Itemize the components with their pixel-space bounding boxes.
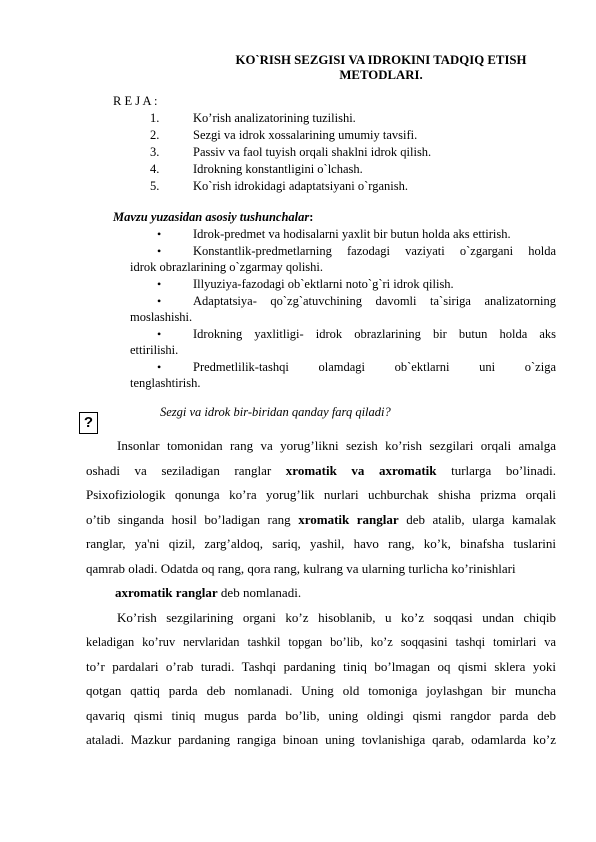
- body-text: deb atalib, ularga kamalak: [406, 512, 556, 527]
- body-text: oshadi va seziladigan ranglar: [86, 463, 272, 478]
- concept-item-3: Illyuziya-fazodagi ob`ektlarni noto`g`ri idrok qilish.: [193, 277, 454, 291]
- concept-item-5-line-2: ettirilishi.: [130, 343, 179, 357]
- body-line: [86, 508, 556, 533]
- concept-item-4-line-2: moslashishi.: [130, 310, 193, 324]
- body-term-axromatik-ranglar: axromatik ranglar: [115, 585, 218, 600]
- concepts-heading: [113, 210, 313, 225]
- body-line: ataladi. Mazkur pardaning rangiga binoan uning tovlanishiga qarab, odamlarda ko’z: [86, 732, 556, 747]
- plan-item-3-num: 3.: [150, 145, 160, 159]
- plan-item-3-text: Passiv va faol tuyish orqali shaklni idrok qilish.: [193, 145, 432, 159]
- plan-heading: R E J A :: [113, 94, 158, 108]
- body-line: keladigan ko’ruv nervlaridan tashkil topgan bo’lib, ko’z soqqasini tashqi tomirlari va: [86, 635, 556, 649]
- question-text: Sezgi va idrok bir-biridan qanday farq qiladi?: [160, 405, 391, 419]
- body-line: qamrab oladi. Odatda oq rang, qora rang, kulrang va ularning turlicha ko’rinishlari: [86, 561, 516, 576]
- plan-item-4-num: 4.: [150, 162, 160, 176]
- bullet-icon: •: [157, 294, 162, 308]
- concept-item-4-line-1: Adaptatsiya- qo`zg`atuvchining davomli ta`siriga analizatorning: [193, 294, 556, 308]
- body-line: to’r pardalari o’rab turadi. Tashqi pardaning tiniq bo’lmagan oq qismi sklera yoki: [86, 659, 556, 674]
- title-line-1: KO`RISH SEZGISI VA IDROKINI TADQIQ ETISH: [235, 53, 527, 67]
- concept-item-5-line-1: Idrokning yaxlitligi- idrok obrazlarining bir butun holda aks: [193, 327, 556, 341]
- concept-item-1: Idrok-predmet va hodisalarni yaxlit bir butun holda aks ettirish.: [193, 227, 511, 241]
- plan-item-2-num: 2.: [150, 128, 160, 142]
- plan-item-5-num: 5.: [150, 179, 160, 193]
- body-line: [115, 581, 301, 606]
- bullet-icon: •: [157, 277, 162, 291]
- question-mark-icon: ?: [79, 412, 98, 434]
- body-text: deb nomlanadi.: [220, 585, 302, 600]
- body-line: qavariq qismi tiniq mugus parda bo’lib, uning oldingi qismi rangdor parda deb: [86, 708, 556, 723]
- body-line: Ko’rish sezgilarining organi ko’z hisoblanib, u ko’z soqqasi undan chiqib: [117, 610, 556, 625]
- plan-item-1-num: 1.: [150, 111, 160, 125]
- body-line: ranglar, ya'ni qizil, zarg’aldoq, sariq, yashil, havo rang, ko’k, binafsha tuslarini: [86, 536, 556, 551]
- concepts-heading-text: Mavzu yuzasidan asosiy tushunchalar: [113, 210, 310, 224]
- body-text: o’tib singanda hosil bo’ladigan rang: [86, 512, 291, 527]
- bullet-icon: •: [157, 227, 162, 241]
- bullet-icon: •: [157, 360, 162, 374]
- body-line: Psixofiziologik qonunga ko’ra yorug’lik nurlari uchburchak shisha prizma orqali: [86, 487, 556, 502]
- bullet-icon: •: [157, 327, 162, 341]
- title-line-2: METODLARI.: [339, 68, 423, 82]
- bullet-icon: •: [157, 244, 162, 258]
- concepts-heading-colon: :: [309, 210, 314, 224]
- concept-item-6-line-2: tenglashtirish.: [130, 376, 201, 390]
- body-line: qotgan qattiq parda deb nomlanadi. Uning old tomoniga joylashgan bir muncha: [86, 683, 556, 698]
- plan-item-1-text: Ko’rish analizatorining tuzilishi.: [193, 111, 356, 125]
- plan-item-2-text: Sezgi va idrok xossalarining umumiy tavsifi.: [193, 128, 418, 142]
- body-term-xromatik-axromatik: xromatik va axromatik: [285, 463, 437, 478]
- body-term-xromatik-ranglar: xromatik ranglar: [298, 512, 399, 527]
- body-text: turlarga bo’linadi.: [451, 463, 556, 478]
- page-title: [200, 53, 562, 83]
- concept-item-6-line-1: Predmetlilik-tashqi olamdagi ob`ektlarni uni o`ziga: [193, 360, 556, 374]
- plan-item-5-text: Ko`rish idrokidagi adaptatsiyani o`rganish.: [193, 179, 409, 193]
- concept-item-2-line-2: idrok obrazlarining o`zgarmay qolishi.: [130, 260, 323, 274]
- concept-item-2-line-1: Konstantlik-predmetlarning fazodagi vaziyati o`zgargani holda: [193, 244, 556, 258]
- body-line: Insonlar tomonidan rang va yorug’likni sezish ko’rish sezgilari orqali amalga: [117, 438, 556, 453]
- plan-item-4-text: Idrokning konstantligini o`lchash.: [193, 162, 363, 176]
- body-line: [86, 459, 556, 484]
